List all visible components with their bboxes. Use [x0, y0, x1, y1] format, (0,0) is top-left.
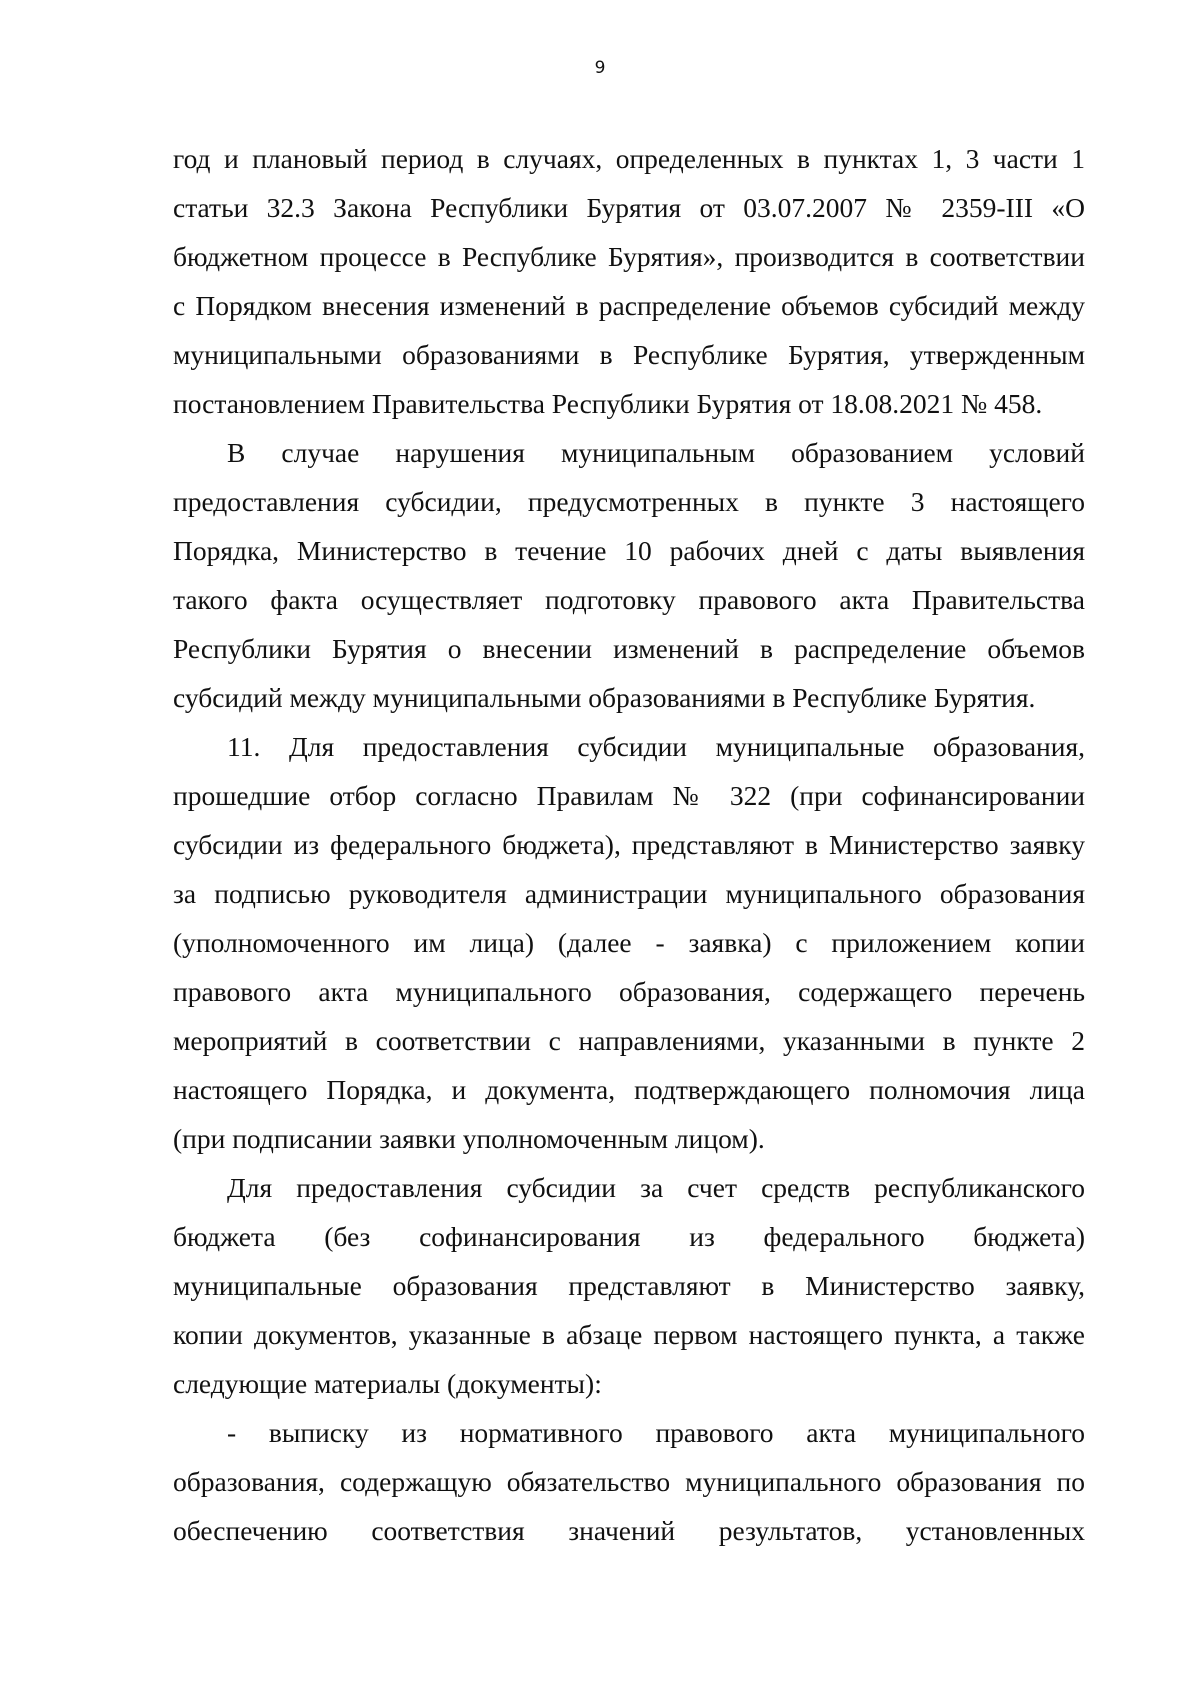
text-line: Республики Бурятия о внесении изменений в распределение объемов	[173, 633, 1085, 664]
text-line: правового акта муниципального образования, содержащего перечень	[173, 976, 1085, 1007]
text-line: год и плановый период в случаях, определенных в пунктах 1, 3 части 1	[173, 143, 1085, 174]
paragraph-list-item	[173, 1408, 1085, 1555]
text-line: образования, содержащую обязательство муниципального образования по	[173, 1466, 1085, 1497]
text-line: прошедшие отбор согласно Правилам № 322 (при софинансировании	[173, 780, 1085, 811]
text-line: мероприятий в соответствии с направлениями, указанными в пункте 2	[173, 1025, 1085, 1056]
text-line: копии документов, указанные в абзаце первом настоящего пункта, а также	[173, 1319, 1085, 1350]
paragraph-violation	[173, 428, 1085, 722]
text-line: Для предоставления субсидии за счет средств республиканского	[227, 1172, 1085, 1203]
text-line: бюджетном процессе в Республике Бурятия», производится в соответствии	[173, 241, 1085, 272]
text-line: (уполномоченного им лица) (далее - заявка) с приложением копии	[173, 927, 1085, 958]
text-line: субсидии из федерального бюджета), представляют в Министерство заявку	[173, 829, 1085, 860]
text-line: (при подписании заявки уполномоченным лицом).	[173, 1123, 765, 1154]
text-line: статьи 32.3 Закона Республики Бурятия от 03.07.2007 № 2359-III «О	[173, 192, 1085, 223]
text-line: 11. Для предоставления субсидии муниципальные образования,	[227, 731, 1085, 762]
text-line: настоящего Порядка, и документа, подтверждающего полномочия лица	[173, 1074, 1085, 1105]
text-line: В случае нарушения муниципальным образованием условий	[227, 437, 1085, 468]
paragraph-item-11	[173, 722, 1085, 1163]
text-line: постановлением Правительства Республики Бурятия от 18.08.2021 № 458.	[173, 388, 1043, 419]
text-line: субсидий между муниципальными образованиями в Республике Бурятия.	[173, 682, 1036, 713]
page-number: 9	[594, 58, 606, 78]
text-line: обеспечению соответствия значений результатов, установленных	[173, 1515, 1085, 1546]
text-line: следующие материалы (документы):	[173, 1368, 602, 1399]
text-line: за подписью руководителя администрации муниципального образования	[173, 878, 1085, 909]
document-body	[173, 134, 1085, 1555]
text-line: Порядка, Министерство в течение 10 рабочих дней с даты выявления	[173, 535, 1085, 566]
text-line: предоставления субсидии, предусмотренных в пункте 3 настоящего	[173, 486, 1085, 517]
text-line: такого факта осуществляет подготовку правового акта Правительства	[173, 584, 1085, 615]
paragraph-republican-budget	[173, 1163, 1085, 1408]
text-line: - выписку из нормативного правового акта муниципального	[227, 1417, 1085, 1448]
text-line: муниципальные образования представляют в Министерство заявку,	[173, 1270, 1085, 1301]
text-line: с Порядком внесения изменений в распределение объемов субсидий между	[173, 290, 1085, 321]
text-line: муниципальными образованиями в Республике Бурятия, утвержденным	[173, 339, 1085, 370]
paragraph-continuation	[173, 134, 1085, 428]
text-line: бюджета (без софинансирования из федерального бюджета)	[173, 1221, 1085, 1252]
